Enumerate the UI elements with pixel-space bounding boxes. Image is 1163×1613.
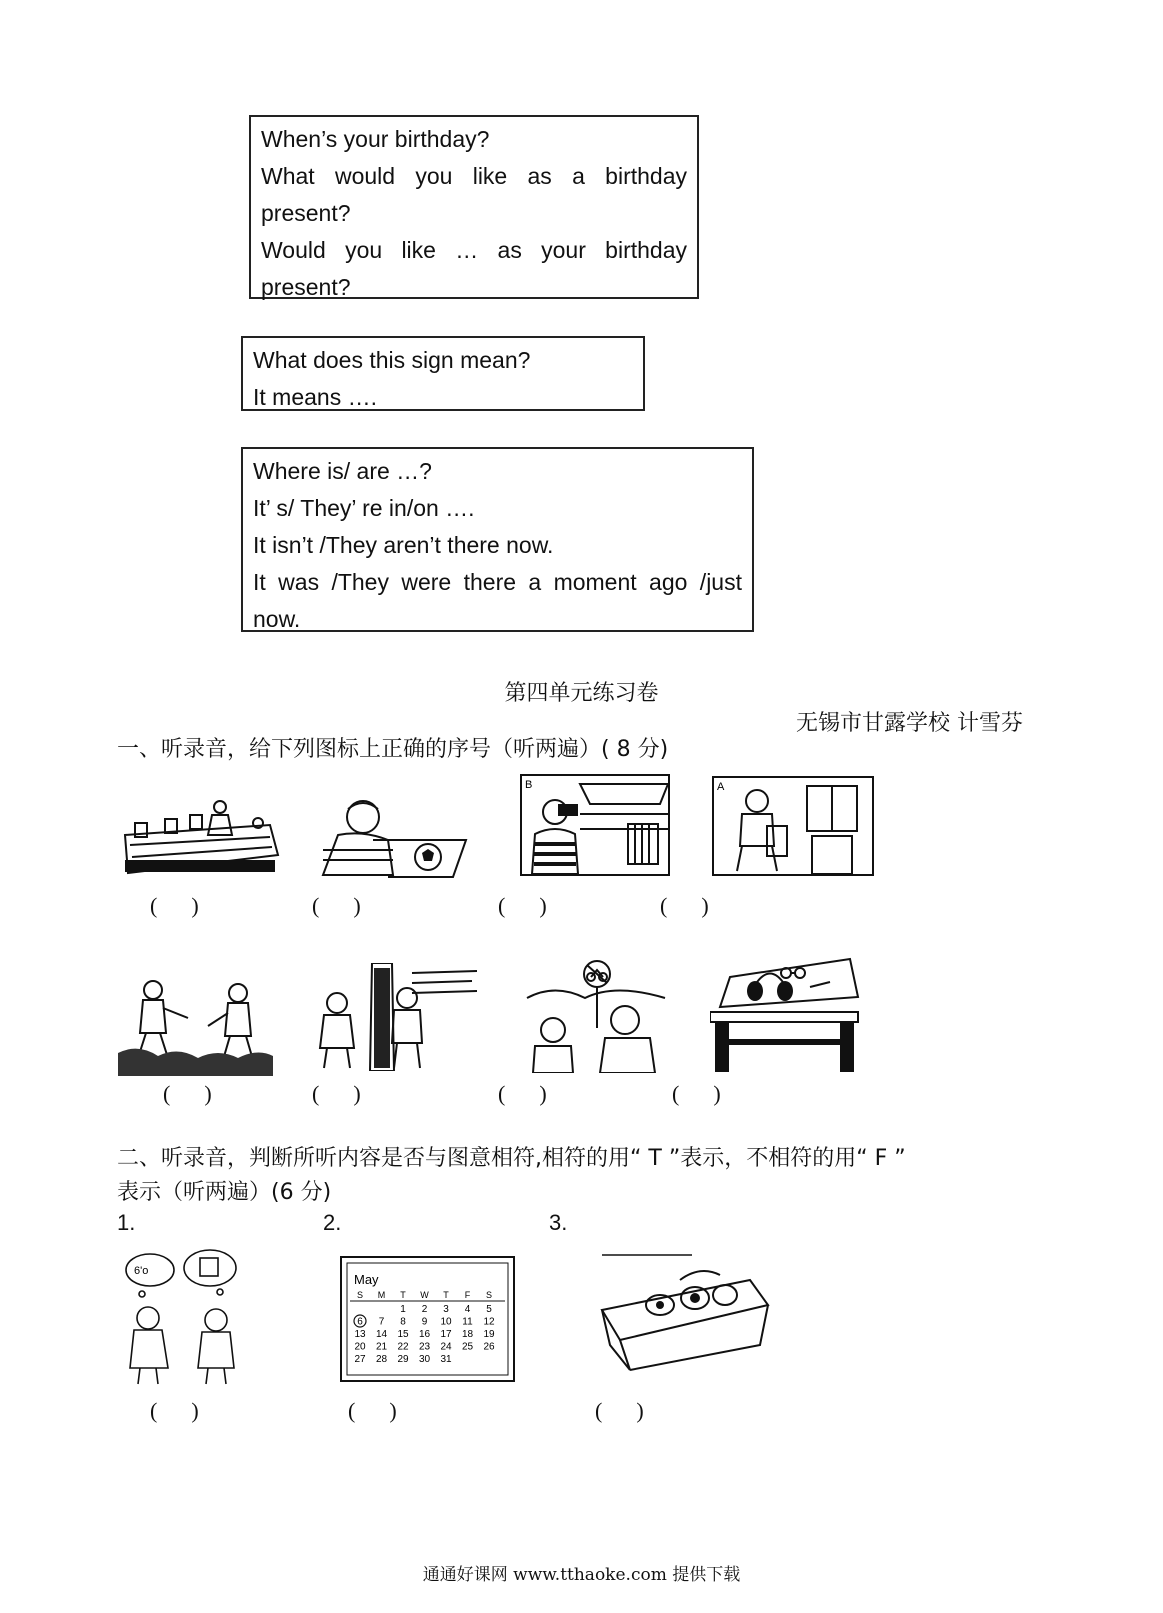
calendar-date: 26 [483, 1341, 495, 1353]
answer-parentheses: ( ) [498, 1081, 547, 1106]
section-2-heading-line2: 表示（听两遍）(6 分) [117, 1180, 332, 1205]
calendar-date: 5 [486, 1304, 492, 1315]
question-number: 2. [323, 1210, 342, 1235]
calendar-date: 15 [397, 1329, 409, 1340]
answer-parentheses: ( ) [150, 1398, 199, 1423]
calendar-date: 30 [418, 1354, 431, 1365]
answer-parentheses: ( ) [312, 893, 361, 918]
sentence-box-sign [241, 336, 645, 411]
calendar-date: 9 [421, 1316, 428, 1328]
two-boys-in-field-picture [118, 978, 273, 1076]
box-line: It isn’t /They aren’t there now. [253, 532, 554, 558]
calendar-date: 11 [462, 1316, 473, 1328]
calendar-date: 23 [418, 1341, 431, 1353]
picture-b-boy-at-window [520, 774, 670, 876]
headphones-glasses-on-table-picture [710, 957, 860, 1072]
calendar-date: 22 [397, 1341, 409, 1353]
girls-thinking-picture [120, 1248, 245, 1386]
answer-parentheses: ( ) [498, 893, 547, 918]
may-calendar-picture [340, 1256, 515, 1382]
box-line: What would you like as a birthday present? [261, 163, 687, 226]
box-line: It was /They were there a moment ago /just now. [253, 569, 742, 632]
calendar-month: May [354, 1272, 379, 1287]
box-line: When’s your birthday? [261, 126, 490, 152]
sentence-box-birthday [249, 115, 699, 299]
calendar-day-header: S [356, 1290, 364, 1300]
calendar-date: 10 [440, 1316, 452, 1328]
calendar-date: 13 [354, 1329, 366, 1340]
calendar-date: 7 [378, 1316, 385, 1328]
calendar-date: 19 [483, 1329, 495, 1340]
calendar-date: 17 [440, 1329, 452, 1340]
boy-drawing-football-picture [318, 795, 468, 880]
calendar-day-header: T [400, 1290, 406, 1300]
boys-by-tree-picture [312, 963, 477, 1071]
question-number: 3. [549, 1210, 568, 1235]
section-2-heading-line1: 二、听录音，判断所听内容是否与图意相符,相符的用“ T ”表示，不相符的用“ F ” [117, 1146, 906, 1171]
calendar-date: 14 [375, 1329, 388, 1340]
calendar-date: 4 [464, 1304, 471, 1315]
answer-parentheses: ( ) [163, 1081, 212, 1106]
answer-parentheses: ( ) [150, 893, 199, 918]
box-line: Where is/ are …? [253, 458, 432, 484]
calendar-date: 6 [357, 1316, 363, 1328]
box-line: Would you like … as your birthday present? [261, 237, 687, 300]
calendar-day-header: F [464, 1290, 471, 1300]
calendar-date: 27 [354, 1354, 366, 1365]
calendar-date: 21 [375, 1341, 388, 1353]
calendar-date: 12 [483, 1316, 495, 1328]
calendar-day-header: S [485, 1290, 493, 1300]
calendar-date: 18 [461, 1329, 474, 1340]
unit-title: 第四单元练习卷 [504, 681, 659, 706]
answer-parentheses: ( ) [348, 1398, 397, 1423]
calendar-date: 2 [421, 1304, 428, 1315]
svg-text:6'o: 6'o [134, 1265, 149, 1277]
calendar-date: 1 [400, 1304, 406, 1315]
classroom-picture [120, 795, 280, 880]
answer-parentheses: ( ) [312, 1081, 361, 1106]
calendar-date: 25 [461, 1341, 474, 1353]
calendar-day-header: M [377, 1290, 386, 1300]
section-1-heading: 一、听录音，给下列图标上正确的序号（听两遍）( 8 分) [117, 737, 669, 762]
answer-parentheses: ( ) [660, 893, 709, 918]
picture-label-b: B [525, 779, 533, 791]
footer-source: 通通好课网 www.tthaoke.com 提供下载 [422, 1565, 741, 1585]
box-line: What does this sign mean? [253, 347, 531, 373]
box-line: It means …. [253, 384, 377, 410]
answer-parentheses: ( ) [595, 1398, 644, 1423]
sentence-box-where [241, 447, 754, 632]
picture-a-boy-in-room [712, 776, 874, 876]
calendar-day-header: T [443, 1290, 449, 1300]
calendar-date: 3 [443, 1304, 449, 1315]
picture-label-a: A [717, 781, 725, 793]
calendar-date: 31 [440, 1354, 452, 1365]
box-with-toys-picture [600, 1250, 770, 1375]
calendar-date: 8 [400, 1316, 406, 1328]
no-cycling-sign-picture [525, 958, 670, 1073]
calendar-grid [350, 1272, 505, 1365]
calendar-date: 29 [397, 1354, 409, 1365]
calendar-day-header: W [420, 1290, 429, 1300]
calendar-date: 16 [418, 1329, 431, 1340]
box-line: It’ s/ They’ re in/on …. [253, 495, 475, 521]
answer-parentheses: ( ) [672, 1081, 721, 1106]
calendar-date: 24 [440, 1341, 452, 1353]
calendar-date: 20 [354, 1341, 366, 1353]
calendar-date: 28 [375, 1354, 388, 1365]
question-number: 1. [117, 1210, 136, 1235]
author-line: 无锡市甘露学校 计雪芬 [796, 711, 1023, 736]
